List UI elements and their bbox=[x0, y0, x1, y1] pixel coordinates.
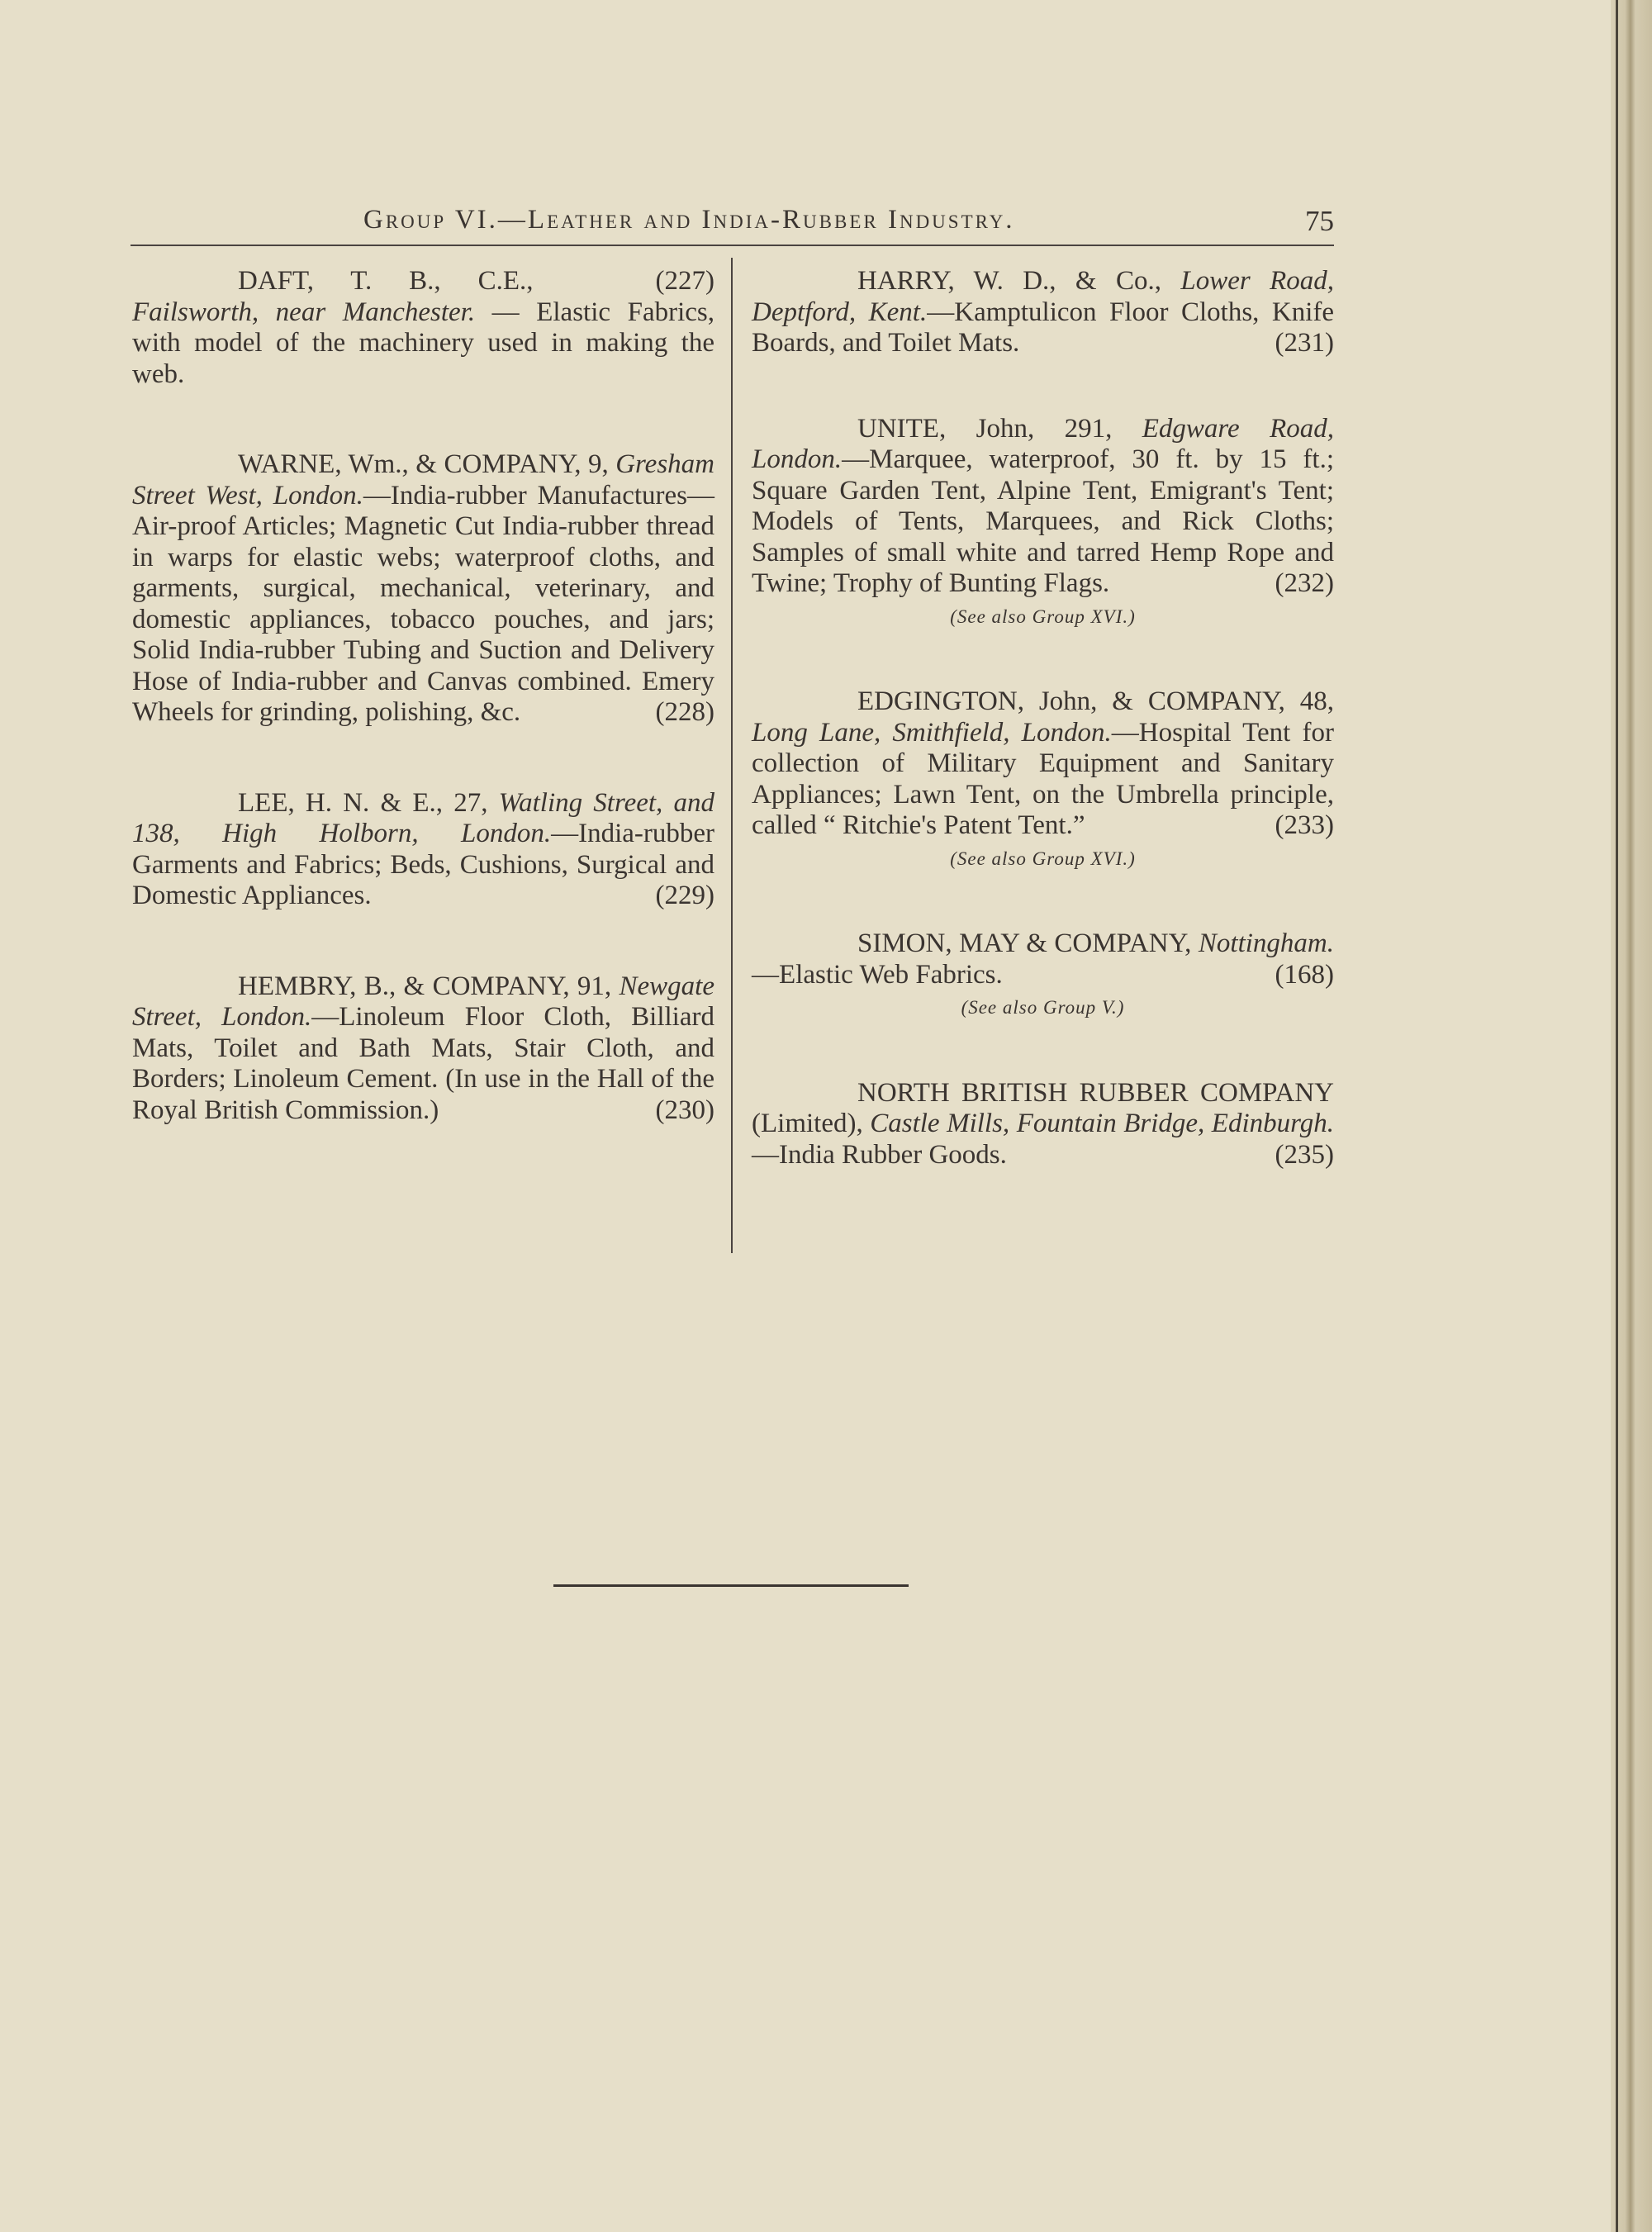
exhibit-description: — Elastic Fabrics, with model of the machinery used in making the web. bbox=[132, 297, 714, 389]
column-divider bbox=[731, 258, 733, 1253]
exhibitor-address: Nottingham. bbox=[1198, 928, 1334, 958]
exhibit-description: —Hospital Tent for collection of Military Equipment and Sanitary Appliances; Lawn Tent, on the Umbrella principle, called “ Ritchie's Patent Tent.” bbox=[752, 717, 1334, 840]
see-also-note: (See also Group XVI.) bbox=[950, 605, 1136, 627]
page-edge bbox=[1611, 0, 1652, 2232]
exhibitor-address: Edgware Road, London. bbox=[752, 413, 1335, 474]
exhibit-description: —Elastic Web Fabrics. bbox=[752, 959, 1003, 990]
exhibit-description: —India Rubber Goods. bbox=[752, 1139, 1007, 1170]
exhibit-description: —Linoleum Floor Cloth, Billiard Mats, Toilet and Bath Mats, Stair Cloth, and Borders; Linoleum Cement. (In use in the Hall of the Royal British Commission.) bbox=[132, 1002, 714, 1125]
exhibitor-entry bbox=[752, 686, 1334, 874]
exhibitor-name: NORTH BRITISH RUBBER COMPANY (Limited), bbox=[752, 1077, 1334, 1138]
exhibitor-address: Castle Mills, Fountain Bridge, Edinburgh. bbox=[870, 1109, 1334, 1138]
exhibitor-name: WARNE, Wm., & COMPANY, 9, bbox=[238, 449, 616, 479]
header-title: Group VI.—Leather and India-Rubber Industry. bbox=[363, 205, 1015, 235]
entry-number: (231) bbox=[1275, 328, 1334, 358]
running-header bbox=[363, 205, 1334, 241]
entry-number: (233) bbox=[1275, 810, 1334, 840]
exhibitor-entry bbox=[132, 788, 714, 912]
section-end-rule bbox=[553, 1584, 909, 1587]
see-also-note: (See also Group XVI.) bbox=[950, 848, 1136, 869]
exhibitor-entry bbox=[752, 1078, 1334, 1171]
exhibitor-entry bbox=[132, 971, 714, 1127]
exhibit-description: —India-rubber Garments and Fabrics; Beds, Cushions, Surgical and Domestic Appliances. bbox=[132, 819, 714, 910]
exhibitor-address: Long Lane, Smithfield, London. bbox=[752, 717, 1112, 748]
exhibitor-address: Gresham Street West, London. bbox=[132, 449, 714, 511]
exhibit-description: —Marquee, waterproof, 30 ft. by 15 ft.; Square Garden Tent, Alpine Tent, Emigrant's Tent; Models of Tents, Marquees, and Rick Cloths; Samples of small white and tarred Hemp Rope and Twine; Trophy of Bunting Flags. bbox=[752, 444, 1334, 598]
exhibitor-name: HARRY, W. D., & Co., bbox=[857, 266, 1181, 296]
exhibitor-entry bbox=[132, 449, 714, 729]
exhibitor-name: EDGINGTON, John, & COMPANY, 48, bbox=[857, 686, 1334, 716]
entry-number: (228) bbox=[655, 697, 714, 727]
exhibitor-name: LEE, H. N. & E., 27, bbox=[238, 787, 499, 818]
right-column bbox=[752, 266, 1334, 1225]
entry-number: (168) bbox=[1275, 959, 1334, 990]
exhibitor-entry bbox=[752, 928, 1334, 1023]
exhibitor-address: Lower Road, Deptford, Kent. bbox=[752, 266, 1334, 327]
exhibitor-name: DAFT, T. B., C.E., bbox=[238, 266, 534, 296]
entry-number: (229) bbox=[655, 881, 714, 910]
exhibitor-address: Newgate Street, London. bbox=[132, 971, 714, 1032]
exhibitor-name: HEMBRY, B., & COMPANY, 91, bbox=[238, 971, 620, 1001]
exhibitor-entry bbox=[132, 266, 714, 390]
left-column bbox=[132, 266, 714, 1185]
exhibitor-name: UNITE, John, 291, bbox=[857, 413, 1142, 444]
entry-number: (230) bbox=[655, 1095, 714, 1125]
exhibitor-entry bbox=[752, 414, 1334, 633]
exhibitor-address: Watling Street, and 138, High Holborn, London. bbox=[132, 787, 714, 848]
entry-number: (232) bbox=[1275, 568, 1334, 598]
page-number: 75 bbox=[1305, 205, 1334, 237]
entry-number: (227) bbox=[655, 266, 714, 296]
entry-number: (235) bbox=[1275, 1139, 1334, 1170]
exhibitor-entry bbox=[752, 266, 1334, 359]
header-rule bbox=[131, 245, 1334, 246]
exhibit-description: —India-rubber Manufactures—Air-proof Articles; Magnetic Cut India-rubber thread in warps for elastic webs; waterproof cloths, and garments, surgical, mechanical, veterinary, and domestic appliances, tobacco pouches, and jars; Solid India-rubber Tubing and Suction and Delivery Hose of India-rubber and Canvas combined. Emery Wheels for grinding, polishing, &c. bbox=[132, 480, 714, 727]
exhibitor-address: Failsworth, near Manchester. bbox=[132, 297, 476, 327]
exhibit-description: —Kamptulicon Floor Cloths, Knife Boards, and Toilet Mats. bbox=[752, 297, 1335, 358]
exhibitor-name: SIMON, MAY & COMPANY, bbox=[857, 928, 1199, 958]
see-also-note: (See also Group V.) bbox=[961, 997, 1125, 1018]
